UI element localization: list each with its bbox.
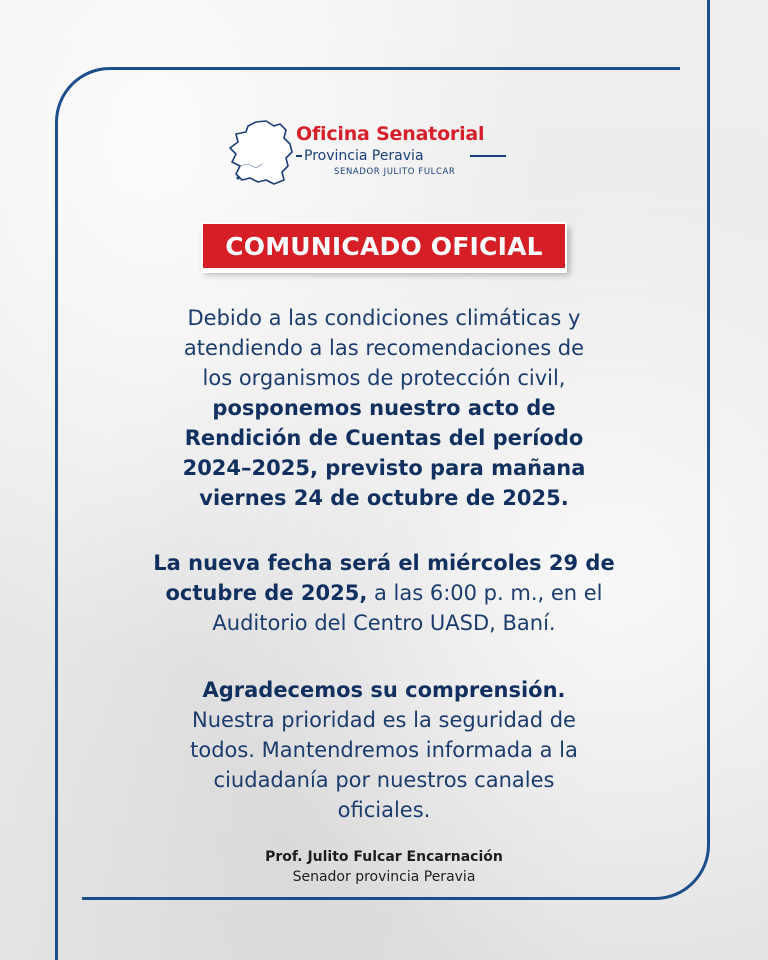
- paragraph-postponement: [100, 303, 668, 513]
- office-logo: [226, 118, 516, 190]
- text-line-bold: posponemos nuestro acto de: [212, 396, 556, 420]
- text-line-bold: La nueva fecha será el miércoles 29 de: [153, 551, 615, 575]
- text-line-bold: Agradecemos su comprensión.: [202, 678, 566, 702]
- new-time-text: a las 6:00 p. m., en el: [367, 581, 603, 605]
- text-line: ciudadanía por nuestros canales: [213, 768, 555, 792]
- text-line: Debido a las condiciones climáticas y: [187, 306, 581, 330]
- text-line: Nuestra prioridad es la seguridad de: [192, 708, 576, 732]
- new-date-bold: octubre de 2025,: [165, 581, 368, 605]
- text-line-bold: viernes 24 de octubre de 2025.: [199, 486, 569, 510]
- headline-text: COMUNICADO OFICIAL: [225, 231, 543, 261]
- signature-name: Prof. Julito Fulcar Encarnación: [265, 849, 503, 865]
- paragraph-new-date: [100, 548, 668, 638]
- frame-top-left-corner: [55, 67, 113, 125]
- text-line: oficiales.: [337, 798, 431, 822]
- text-line: los organismos de protección civil,: [202, 366, 566, 390]
- paragraph-thanks: [100, 675, 668, 825]
- logo-subtitle: Provincia Peravia: [304, 148, 424, 164]
- text-line-bold: 2024–2025, previsto para mañana: [182, 456, 586, 480]
- logo-senator-name: SENADOR JULITO FULCAR: [334, 167, 456, 177]
- text-line: Auditorio del Centro UASD, Baní.: [212, 611, 556, 635]
- frame-top-line: [110, 67, 680, 70]
- logo-subtitle-rule-left: [296, 155, 302, 157]
- peravia-province-map-icon: [226, 118, 298, 190]
- text-line: todos. Mantendremos informada a la: [190, 738, 578, 762]
- signature-block: [100, 847, 668, 887]
- logo-subtitle-rule-right: [470, 155, 506, 157]
- logo-title: Oficina Senatorial: [296, 123, 485, 145]
- text-line-bold: Rendición de Cuentas del período: [184, 426, 584, 450]
- headline-banner: [201, 222, 567, 270]
- frame-left-line: [55, 122, 58, 960]
- text-line: atendiendo a las recomendaciones de: [183, 336, 585, 360]
- frame-bottom-line: [82, 897, 655, 900]
- signature-role: Senador provincia Peravia: [292, 869, 476, 885]
- text-line-mixed: [100, 578, 668, 608]
- frame-right-line: [707, 0, 710, 845]
